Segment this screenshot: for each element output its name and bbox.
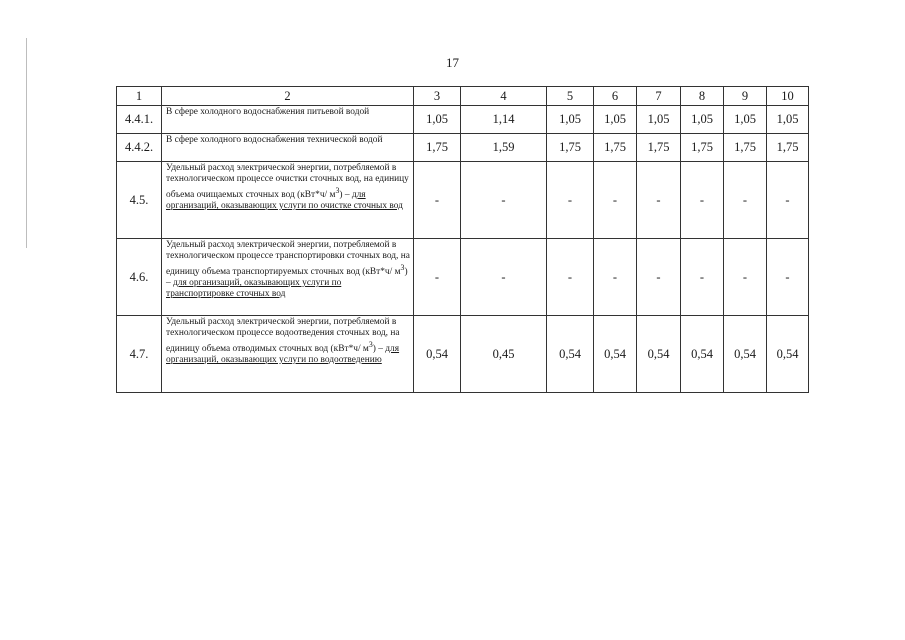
- description-text: ) –: [166, 267, 408, 289]
- value-cell: 1,14: [461, 106, 547, 134]
- value-cell: -: [414, 162, 461, 239]
- table-row: [117, 316, 809, 393]
- description-text: Удельный расход электрической энергии, потребляемой в технологическом процессе водоотведения сточных вод, на единицу объема отводимых сточных вод (кВт*ч/ м: [166, 317, 400, 355]
- row-description: [162, 162, 414, 239]
- row-number: 4.4.2.: [117, 134, 162, 162]
- header-cell: 5: [547, 87, 594, 106]
- value-cell: 0,45: [461, 316, 547, 393]
- row-description: В сфере холодного водоснабжения питьевой водой: [162, 106, 414, 134]
- value-cell: 1,05: [547, 106, 594, 134]
- description-text: ) –: [372, 344, 386, 355]
- value-cell: -: [637, 239, 681, 316]
- row-description: В сфере холодного водоснабжения технической водой: [162, 134, 414, 162]
- value-cell: 0,54: [547, 316, 594, 393]
- value-cell: 0,54: [767, 316, 809, 393]
- value-cell: -: [594, 239, 637, 316]
- value-cell: 1,75: [547, 134, 594, 162]
- value-cell: -: [681, 239, 724, 316]
- value-cell: 1,75: [594, 134, 637, 162]
- row-number: 4.7.: [117, 316, 162, 393]
- value-cell: 1,75: [724, 134, 767, 162]
- description-underlined: для организаций, оказывающих услуги по водоотведению: [166, 344, 400, 366]
- superscript: 3: [335, 186, 340, 195]
- value-cell: -: [681, 162, 724, 239]
- description-underlined: для организаций, оказывающих услуги по очистке сточных вод: [166, 190, 403, 212]
- value-cell: 1,75: [637, 134, 681, 162]
- page-number: 17: [446, 55, 459, 70]
- header-cell: 2: [162, 87, 414, 106]
- value-cell: -: [724, 162, 767, 239]
- row-number: 4.6.: [117, 239, 162, 316]
- header-cell: 8: [681, 87, 724, 106]
- header-cell: 10: [767, 87, 809, 106]
- value-cell: -: [724, 239, 767, 316]
- value-cell: -: [594, 162, 637, 239]
- value-cell: 0,54: [724, 316, 767, 393]
- data-table: [116, 86, 809, 393]
- value-cell: 0,54: [414, 316, 461, 393]
- value-cell: -: [767, 162, 809, 239]
- superscript: 3: [368, 340, 373, 349]
- table-header-row: [117, 87, 809, 106]
- row-description: [162, 316, 414, 393]
- value-cell: 1,75: [414, 134, 461, 162]
- value-cell: 1,05: [637, 106, 681, 134]
- value-cell: 1,05: [414, 106, 461, 134]
- header-cell: 9: [724, 87, 767, 106]
- value-cell: 0,54: [681, 316, 724, 393]
- description-text: Удельный расход электрической энергии, потребляемой в технологическом процессе очистки сточных вод, на единицу объема очищаемых сточных вод (кВт*ч/ м: [166, 163, 409, 201]
- superscript: 3: [400, 263, 405, 272]
- value-cell: -: [414, 239, 461, 316]
- value-cell: 1,59: [461, 134, 547, 162]
- header-cell: 7: [637, 87, 681, 106]
- value-cell: -: [547, 239, 594, 316]
- value-cell: 1,05: [767, 106, 809, 134]
- table-row: [117, 106, 809, 134]
- row-number: 4.5.: [117, 162, 162, 239]
- table-row: [117, 162, 809, 239]
- header-cell: 6: [594, 87, 637, 106]
- header-cell: 3: [414, 87, 461, 106]
- description-text: Удельный расход электрической энергии, потребляемой в технологическом процессе транспортировки сточных вод, на единицу объема транспортируемых сточных вод (кВт*ч/ м: [166, 240, 410, 278]
- value-cell: -: [767, 239, 809, 316]
- row-description: [162, 239, 414, 316]
- row-number: 4.4.1.: [117, 106, 162, 134]
- value-cell: 1,75: [681, 134, 724, 162]
- value-cell: -: [637, 162, 681, 239]
- value-cell: -: [547, 162, 594, 239]
- value-cell: 1,05: [594, 106, 637, 134]
- header-cell: 1: [117, 87, 162, 106]
- value-cell: 0,54: [637, 316, 681, 393]
- table-row: [117, 239, 809, 316]
- description-underlined: для организаций, оказывающих услуги по транспортировке сточных вод: [166, 278, 342, 300]
- header-cell: 4: [461, 87, 547, 106]
- value-cell: 1,05: [724, 106, 767, 134]
- value-cell: 1,75: [767, 134, 809, 162]
- value-cell: 0,54: [594, 316, 637, 393]
- value-cell: 1,05: [681, 106, 724, 134]
- description-text: ) –: [339, 190, 352, 201]
- value-cell: -: [461, 162, 547, 239]
- value-cell: -: [461, 239, 547, 316]
- table-row: [117, 134, 809, 162]
